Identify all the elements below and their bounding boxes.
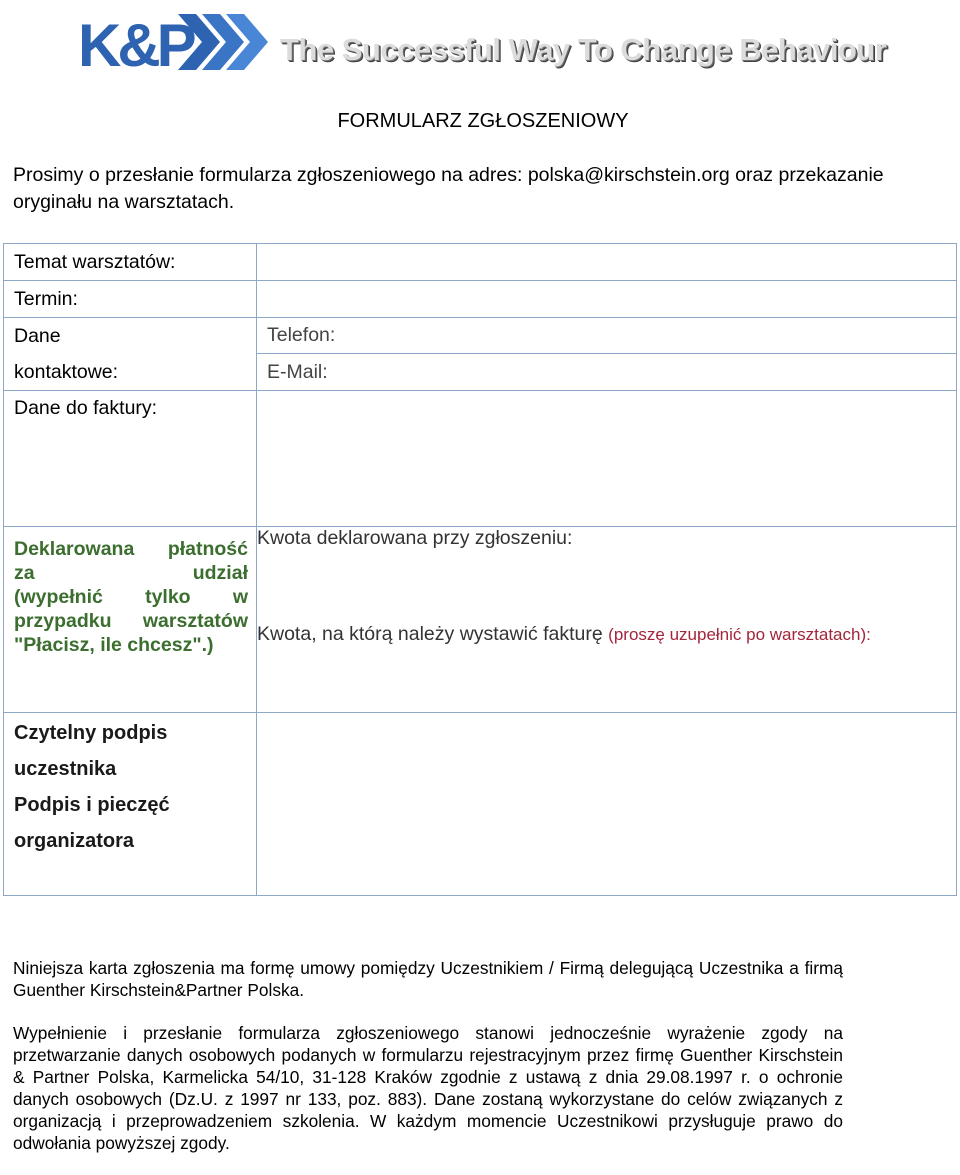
tagline: The Successful Way To Change Behaviour: [280, 32, 887, 67]
header: [0, 0, 960, 95]
organizer-signature-label: [4, 787, 256, 859]
payment-label-line-2: za udział: [14, 562, 248, 584]
payment-field[interactable]: [257, 527, 957, 713]
payment-label: [4, 527, 256, 657]
dane-label: Dane: [14, 325, 61, 347]
organizer-signature-line-2: organizatora: [14, 830, 135, 852]
kwota-faktura-label: Kwota, na którą należy wystawić fakturę: [257, 623, 603, 645]
faktura-label-cell: [4, 391, 257, 527]
temat-label: Temat warsztatów:: [14, 250, 176, 273]
kp-logo: [78, 10, 268, 78]
dane-label-cell: [4, 318, 257, 391]
email-field[interactable]: [257, 354, 957, 391]
telefon-field[interactable]: [257, 318, 957, 354]
kontaktowe-label: kontaktowe:: [14, 361, 119, 383]
kwota-faktura-row: [257, 623, 956, 646]
temat-field[interactable]: [257, 244, 957, 281]
payment-label-line-5: "Płacisz, ile chcesz".): [14, 634, 214, 656]
agreement-paragraph: Niniejsza karta zgłoszenia ma formę umowy pomiędzy Uczestnikiem / Firmą delegującą Uczestnika a firmą Guenther Kirschstein&Partner Polska.: [13, 958, 843, 1000]
participant-signature-line-2: uczestnika: [14, 758, 117, 780]
application-form-table: [3, 243, 957, 896]
faktura-label: Dane do faktury:: [14, 397, 158, 419]
page-title: FORMULARZ ZGŁOSZENIOWY: [337, 110, 629, 132]
signature-labels-cell: [4, 713, 257, 896]
signature-field[interactable]: [257, 713, 957, 896]
email-label: E-Mail:: [267, 360, 328, 383]
footer-text: [13, 957, 843, 1175]
participant-signature-line-1: Czytelny podpis: [14, 722, 168, 744]
intro-text: Prosimy o przesłanie formularza zgłoszeniowego na adres: polska@kirschstein.org oraz przekazanie oryginału na warsztatach.: [13, 164, 884, 213]
termin-field[interactable]: [257, 281, 957, 318]
svg-text:K&P: K&P: [78, 12, 193, 78]
termin-label-cell: [4, 281, 257, 318]
gdpr-consent-paragraph: Wypełnienie i przesłanie formularza zgłoszeniowego stanowi jednocześnie wyrażenie zgody na przetwarzanie danych osobowych podanych w formularzu rejestracyjnym przez firmę Guenther Kirschstein & Partner Polska, Karmelicka 54/10, 31-128 Kraków zgodnie z ustawą z dnia 29.08.1997 r. o ochronie danych osobowych (Dz.U. z 1997 nr 133, poz. 883). Dane zostaną wykorzystane do celów związanych z organizacją i przeprowadzeniem szkolenia. W każdym momencie Uczestnikowi przysługuje prawo do odwołania powyższej zgody.: [13, 1023, 843, 1153]
payment-label-cell: [4, 527, 257, 713]
temat-label-cell: [4, 244, 257, 281]
termin-label: Termin:: [14, 287, 78, 310]
telefon-label: Telefon:: [267, 324, 336, 346]
organizer-signature-line-1: Podpis i pieczęć: [14, 794, 170, 816]
kwota-deklarowana-label: Kwota deklarowana przy zgłoszeniu:: [257, 527, 573, 549]
payment-label-line-3: (wypełnić tylko w: [14, 586, 248, 608]
kwota-faktura-note: (proszę uzupełnić po warsztatach):: [608, 625, 871, 644]
payment-label-line-1: Deklarowana płatność: [14, 538, 248, 560]
faktura-field[interactable]: [257, 391, 957, 527]
participant-signature-label: [4, 715, 256, 787]
payment-label-line-4: przypadku warsztatów: [14, 610, 248, 632]
